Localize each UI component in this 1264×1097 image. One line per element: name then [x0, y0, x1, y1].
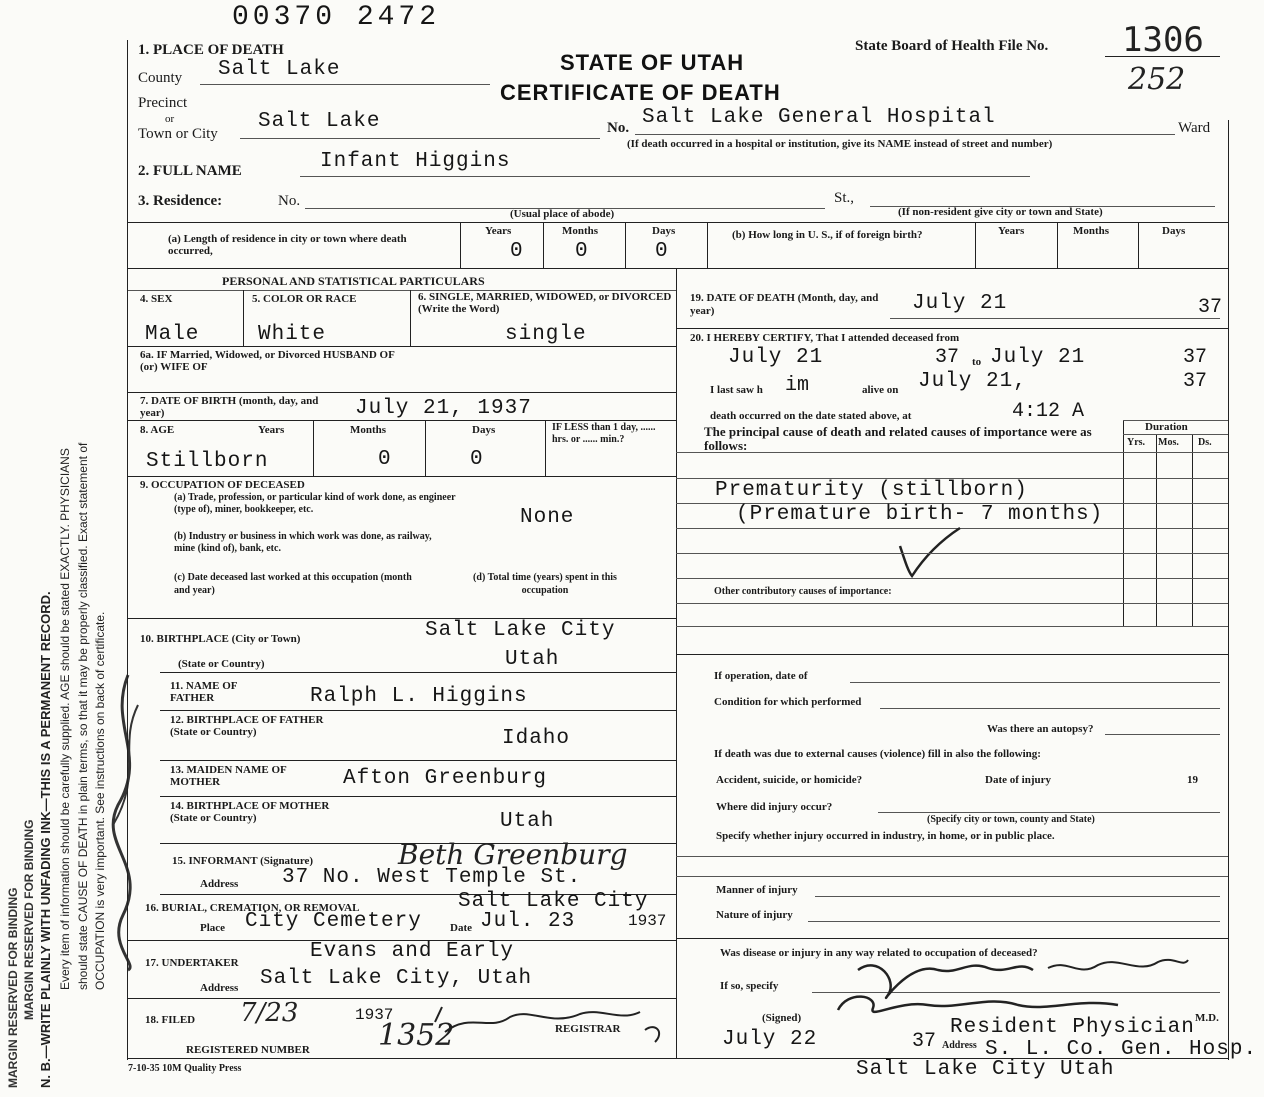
- margin-instruction-2: should state CAUSE OF DEATH in plain terms, so that it may be properly classified. Exact statement of: [76, 442, 90, 990]
- undertaker-label: 17. UNDERTAKER: [145, 957, 239, 969]
- last-saw-value: im: [785, 374, 810, 397]
- manner-label: Manner of injury: [716, 884, 798, 896]
- nature-label: Nature of injury: [716, 909, 793, 921]
- signed-label: (Signed): [762, 1012, 802, 1024]
- informant-address: 37 No. West Temple St.: [282, 866, 582, 889]
- informant-address-label: Address: [200, 878, 239, 890]
- res-box-v2: [543, 222, 544, 268]
- undertaker-address: Salt Lake City, Utah: [260, 967, 533, 990]
- sign-year: 37: [912, 1030, 937, 1053]
- physician-address-2: Salt Lake City Utah: [856, 1058, 1115, 1081]
- sex-divider: [243, 290, 244, 346]
- row-line-5: [128, 346, 676, 347]
- res-box-v5: [975, 222, 976, 268]
- dod-line: [890, 318, 1220, 319]
- external-label: If death was due to external causes (violence) fill in also the following:: [714, 748, 1041, 760]
- res-box-v4: [707, 222, 708, 268]
- specify-label: Specify whether injury occurred in industry, in home, or in public place.: [716, 830, 1055, 842]
- occ-heading: 9. OCCUPATION OF DECEASED: [140, 479, 305, 491]
- cause-line-4: [676, 553, 1228, 554]
- birthplace-label: 10. BIRTHPLACE (City or Town): [140, 633, 301, 645]
- dod-value: July 21: [912, 292, 1008, 315]
- duration-v2: [1156, 434, 1157, 626]
- where-line: [878, 812, 1220, 813]
- row-line-6: [128, 392, 676, 393]
- age-label: 8. AGE: [140, 424, 175, 436]
- where-label: Where did injury occur?: [716, 801, 833, 813]
- dod-row-line: [676, 328, 1228, 329]
- father-label: 11. NAME OF FATHER: [170, 680, 238, 704]
- age-days-value: 0: [470, 448, 484, 471]
- res-foreign-label: (b) How long in U. S., if of foreign birth?: [732, 229, 923, 241]
- other-causes-label: Other contributory causes of importance:: [714, 586, 892, 597]
- mother-label: 13. MAIDEN NAME OF MOTHER: [170, 764, 287, 788]
- occ-disease-label: Was disease or injury in any way related to occupation of deceased?: [720, 947, 1038, 959]
- county-value: Salt Lake: [218, 58, 341, 81]
- burial-place-label: Place: [200, 922, 226, 934]
- or-label: or: [165, 113, 175, 125]
- row-line-13: [160, 796, 676, 797]
- certify-label: 20. I HEREBY CERTIFY, That I attended deceased from: [690, 332, 960, 344]
- res-box-v7: [1138, 222, 1139, 268]
- occ-a-label: (a) Trade, profession, or particular kind of work done, as engineer (type of), miner, bookkeeper, etc.: [174, 492, 456, 515]
- institution-value: Salt Lake General Hospital: [642, 106, 996, 129]
- registrar-label: REGISTRAR: [555, 1023, 621, 1035]
- center-divider: [676, 268, 677, 1058]
- file-no-label: State Board of Health File No.: [855, 38, 1049, 54]
- state-title: STATE OF UTAH: [560, 50, 745, 75]
- duration-label: Duration: [1145, 421, 1188, 433]
- mother-bp-label: 14. BIRTHPLACE OF MOTHER (State or Country): [170, 800, 330, 824]
- age-divider-1: [313, 420, 314, 476]
- last-saw-label: I last saw h: [710, 384, 763, 396]
- race-value: White: [258, 323, 327, 346]
- file-no-sub: 252: [1128, 62, 1186, 97]
- res-us-months-label: Months: [1073, 225, 1110, 237]
- full-name-line: [300, 176, 1030, 177]
- accident-label: Accident, suicide, or homicide?: [716, 774, 863, 786]
- alive-value: July 21,: [918, 370, 1027, 393]
- registrar-signature: [430, 1002, 670, 1052]
- res-days: 0: [655, 240, 669, 263]
- father-bp-value: Idaho: [502, 727, 571, 750]
- specify-line-2: [676, 876, 1228, 877]
- county-label: County: [138, 70, 183, 86]
- serial-number: 00370 2472: [232, 2, 441, 33]
- dod-label: 19. DATE OF DEATH (Month, day, and year): [690, 292, 879, 317]
- res-years-label: Years: [485, 225, 512, 237]
- margin-signature-mark: [98, 665, 158, 975]
- burial-label: 16. BURIAL, CREMATION, OR REMOVAL: [145, 902, 360, 914]
- burial-year-value: 1937: [628, 912, 667, 930]
- race-divider: [410, 290, 411, 346]
- nonresident-note: (If non-resident give city or town and State): [898, 206, 1103, 218]
- physician-address-label: Address: [942, 1040, 977, 1051]
- res-length-label: (a) Length of residence in city or town where death occurred,: [168, 233, 407, 257]
- res-months: 0: [575, 240, 589, 263]
- age-divider-3: [545, 420, 546, 476]
- res-box-v1: [460, 222, 461, 268]
- row-line-8: [128, 476, 676, 477]
- undertaker-address-label: Address: [200, 982, 239, 994]
- sign-date: July 22: [722, 1028, 818, 1051]
- ward-label: Ward: [1178, 120, 1211, 136]
- occ-d-label: (d) Total time (years) spent in this occupation: [473, 572, 617, 596]
- personal-heading: PERSONAL AND STATISTICAL PARTICULARS: [222, 274, 485, 288]
- county-line: [200, 84, 490, 85]
- institution-no-label: No.: [607, 120, 630, 136]
- res-box-top: [128, 222, 1228, 223]
- violence-box-bottom: [676, 938, 1228, 939]
- margin-binding-2: MARGIN RESERVED FOR BINDING: [22, 819, 36, 1020]
- cause-label: The principal cause of death and related causes of importance were as follows:: [704, 424, 1092, 453]
- row-line-10: [160, 672, 676, 673]
- where-note: (Specify city or town, county and State): [927, 814, 1095, 825]
- age-months-label: Months: [350, 424, 387, 436]
- operation-line: [850, 682, 1220, 683]
- file-no-line: [1105, 56, 1220, 57]
- residence-label: 3. Residence:: [138, 193, 223, 209]
- specify-line-1: [676, 856, 1228, 857]
- autopsy-label: Was there an autopsy?: [987, 723, 1094, 735]
- filed-value: 7/23: [240, 998, 299, 1028]
- full-name-value: Infant Higgins: [320, 150, 511, 173]
- birth-state-label: (State or Country): [178, 658, 265, 670]
- certificate-title: CERTIFICATE OF DEATH: [500, 80, 781, 105]
- physician-address: S. L. Co. Gen. Hosp.: [985, 1038, 1258, 1061]
- nature-line: [808, 921, 1220, 922]
- physician-title: Resident Physician: [950, 1016, 1195, 1039]
- age-divider-2: [425, 420, 426, 476]
- operation-label: If operation, date of: [714, 670, 808, 682]
- frame-left: [127, 40, 128, 1060]
- abode-note: (Usual place of abode): [510, 208, 615, 220]
- filed-label: 18. FILED: [145, 1014, 196, 1026]
- institution-line: [635, 134, 1175, 135]
- dob-label: 7. DATE OF BIRTH (month, day, and year): [140, 395, 319, 419]
- institution-note: (If death occurred in a hospital or institution, give its NAME instead of street and number): [627, 138, 1053, 150]
- duration-ds: Ds.: [1198, 437, 1212, 448]
- alive-year: 37: [1183, 370, 1208, 393]
- md-label: M.D.: [1195, 1012, 1219, 1024]
- margin-instruction-1: Every item of information should be carefully supplied. AGE should be stated EXACTLY. PHYSICIANS: [58, 448, 72, 990]
- death-time-label: death occurred on the date stated above, at: [710, 410, 912, 422]
- sex-value: Male: [145, 323, 200, 346]
- residence-st-label: St.,: [834, 190, 855, 206]
- marital-label: 6. SINGLE, MARRIED, WIDOWED, or DIVORCED (Write the Word): [418, 291, 672, 315]
- autopsy-line: [1105, 734, 1220, 735]
- res-box-bottom: [128, 268, 1228, 269]
- res-days-label: Days: [652, 225, 676, 237]
- age-years-value: Stillborn: [146, 450, 269, 473]
- death-time-value: 4:12 A: [1012, 400, 1085, 423]
- full-name-label: 2. FULL NAME: [138, 163, 242, 179]
- from-year: 37: [935, 346, 960, 369]
- birthplace-value: Salt Lake City: [425, 619, 616, 642]
- row-line-12: [160, 760, 676, 761]
- race-label: 5. COLOR OR RACE: [252, 293, 357, 305]
- injury-date-label: Date of injury: [985, 774, 1051, 786]
- cause-2: (Premature birth- 7 months): [736, 503, 1104, 526]
- spouse-label: 6a. IF Married, Widowed, or Divorced HUSBAND OF (or) WIFE OF: [140, 349, 395, 373]
- res-months-label: Months: [562, 225, 599, 237]
- occ-c-label: (c) Date deceased last worked at this occupation (month and year): [174, 572, 412, 596]
- age-years-label: Years: [258, 424, 285, 436]
- age-months-value: 0: [378, 448, 392, 471]
- mother-value: Afton Greenburg: [343, 767, 548, 790]
- row-line-11: [160, 710, 676, 711]
- alive-label: alive on: [862, 384, 899, 396]
- age-less-label: IF LESS than 1 day, ...... hrs. or ...... min.?: [552, 422, 656, 445]
- burial-place-value: City Cemetery: [245, 910, 422, 933]
- to-year: 37: [1183, 346, 1208, 369]
- cause-line-6: [676, 603, 1228, 604]
- dod-year: 37: [1198, 296, 1223, 319]
- father-value: Ralph L. Higgins: [310, 685, 528, 708]
- condition-label: Condition for which performed: [714, 696, 862, 708]
- burial-value: Salt Lake City: [458, 890, 649, 913]
- res-years: 0: [510, 240, 524, 263]
- condition-line: [880, 708, 1220, 709]
- duration-head-line: [676, 452, 1228, 453]
- sex-label: 4. SEX: [140, 293, 173, 305]
- town-value: Salt Lake: [258, 110, 381, 133]
- duration-mos: Mos.: [1158, 437, 1179, 448]
- res-us-days-label: Days: [1162, 225, 1186, 237]
- undertaker-value: Evans and Early: [310, 940, 515, 963]
- injury-year-label: 19: [1187, 774, 1198, 786]
- mother-bp-value: Utah: [500, 810, 555, 833]
- footer-note: 7-10-35 10M Quality Press: [128, 1063, 242, 1074]
- burial-date-value: Jul. 23: [480, 910, 576, 933]
- margin-instruction-3: OCCUPATION is very important. See instructions on back of certificate.: [93, 611, 107, 990]
- duration-v3: [1192, 434, 1193, 626]
- town-label: Town or City: [138, 126, 218, 142]
- occ-b-label: (b) Industry or business in which work was done, as railway, mine (kind of), bank, etc.: [174, 531, 432, 554]
- informant-label: 15. INFORMANT (Signature): [172, 855, 314, 867]
- reg-number-value: 1352: [378, 1018, 455, 1053]
- age-days-label: Days: [472, 424, 496, 436]
- res-box-v3: [625, 222, 626, 268]
- res-us-years-label: Years: [998, 225, 1025, 237]
- duration-mid: [1123, 434, 1228, 435]
- to-label: to: [972, 356, 982, 368]
- row-line-17: [128, 998, 676, 999]
- father-bp-label: 12. BIRTHPLACE OF FATHER (State or Country): [170, 714, 324, 738]
- manner-line: [815, 896, 1220, 897]
- cause-box-bottom: [676, 654, 1228, 655]
- margin-notice: N. B.—WRITE PLAINLY WITH UNFADING INK—THIS IS A PERMANENT RECORD.: [38, 591, 53, 1088]
- margin-binding-1: MARGIN RESERVED FOR BINDING: [6, 887, 20, 1088]
- precinct-label: Precinct: [138, 95, 188, 111]
- frame-right: [1228, 120, 1229, 1060]
- marital-value: single: [505, 323, 587, 346]
- res-box-v6: [1057, 222, 1058, 268]
- to-value: July 21: [990, 346, 1086, 369]
- occ-a-value: None: [520, 506, 575, 529]
- place-heading: 1. PLACE OF DEATH: [138, 42, 284, 58]
- burial-date-label: Date: [450, 922, 472, 934]
- cause-line-5: [676, 578, 1228, 579]
- reg-number-label: REGISTERED NUMBER: [186, 1044, 310, 1056]
- from-value: July 21: [728, 346, 824, 369]
- cause-line-7: [676, 626, 1228, 627]
- if-so-label: If so, specify: [720, 980, 779, 992]
- duration-v1: [1123, 420, 1124, 626]
- filed-year: 1937: [355, 1006, 394, 1024]
- informant-signature: Beth Greenburg: [398, 838, 628, 871]
- town-line: [240, 138, 600, 139]
- residence-no-label: No.: [278, 193, 301, 209]
- dob-value: July 21, 1937: [355, 397, 532, 420]
- row-line-7: [128, 420, 676, 421]
- duration-yrs: Yrs.: [1127, 437, 1146, 448]
- file-no: 1306: [1122, 20, 1204, 60]
- cause-1: Prematurity (stillborn): [715, 479, 1028, 502]
- birth-state-value: Utah: [505, 648, 560, 671]
